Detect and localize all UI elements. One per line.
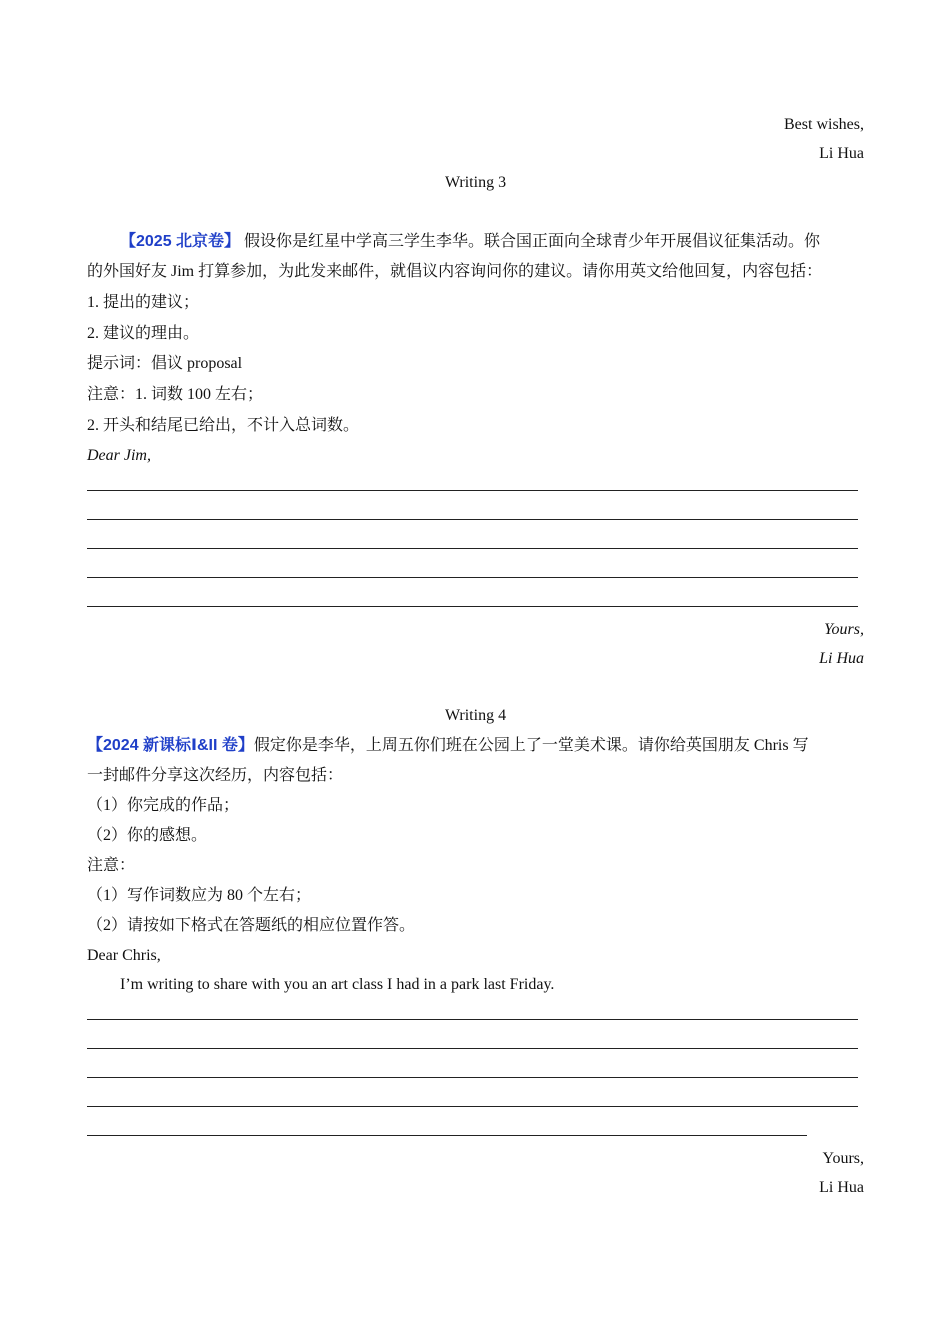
writing4-closing: Yours, (822, 1150, 864, 1167)
writing4-answer-line[interactable] (87, 1077, 858, 1078)
writing4-prompt-line1 (87, 736, 864, 756)
writing4-source-tag: 【2024 新课标Ⅰ&II 卷】 (87, 737, 254, 754)
writing3-closing: Yours, (824, 621, 864, 638)
writing3-prompt-line1 (120, 232, 864, 252)
writing3-answer-line[interactable] (87, 606, 858, 607)
writing3-answer-line[interactable] (87, 519, 858, 520)
writing4-heading: Writing 4 (444, 707, 507, 724)
top-signature: Li Hua (819, 145, 864, 162)
writing3-answer-line[interactable] (87, 548, 858, 549)
writing3-signature: Li Hua (819, 650, 864, 667)
writing4-point-1: （1）你完成的作品； (87, 797, 240, 814)
writing3-prompt-line2: 的外国好友 Jim 打算参加，为此发来邮件，就倡议内容询问你的建议。请你用英文给他回复，内容包括： (87, 263, 823, 280)
writing3-heading: Writing 3 (444, 174, 507, 191)
writing4-note-label: 注意： (87, 857, 136, 874)
writing4-note-1: （1）写作词数应为 80 个左右； (87, 887, 312, 904)
writing3-note-2: 2. 开头和结尾已给出，不计入总词数。 (87, 417, 360, 434)
top-closing: Best wishes, (784, 116, 864, 133)
writing4-answer-line[interactable] (87, 1019, 858, 1020)
writing3-hint: 提示词：倡议 proposal (87, 355, 243, 372)
writing4-point-2: （2）你的感想。 (87, 827, 208, 844)
writing3-prompt-text1: 假设你是红星中学高三学生李华。联合国正面向全球青少年开展倡议征集活动。你 (240, 233, 821, 250)
writing4-signature: Li Hua (819, 1179, 864, 1196)
writing4-answer-line[interactable] (87, 1135, 807, 1136)
writing4-salutation: Dear Chris, (87, 947, 161, 964)
writing4-opening-sentence: I’m writing to share with you an art class I had in a park last Friday. (120, 976, 555, 993)
writing3-answer-line[interactable] (87, 577, 858, 578)
writing3-note-1: 注意：1. 词数 100 左右； (87, 386, 264, 403)
writing3-point-2: 2. 建议的理由。 (87, 325, 200, 342)
writing3-point-1: 1. 提出的建议； (87, 294, 200, 311)
writing4-answer-line[interactable] (87, 1048, 858, 1049)
writing3-salutation: Dear Jim, (87, 447, 151, 464)
writing3-source-tag: 【2025 北京卷】 (120, 233, 241, 250)
writing4-answer-line[interactable] (87, 1106, 858, 1107)
writing4-note-2: （2）请按如下格式在答题纸的相应位置作答。 (87, 917, 416, 934)
writing4-prompt-line2: 一封邮件分享这次经历，内容包括： (87, 767, 344, 784)
writing3-answer-line[interactable] (87, 490, 858, 491)
writing4-prompt-text1: 假定你是李华，上周五你们班在公园上了一堂美术课。请你给英国朋友 Chris 写 (253, 737, 809, 754)
